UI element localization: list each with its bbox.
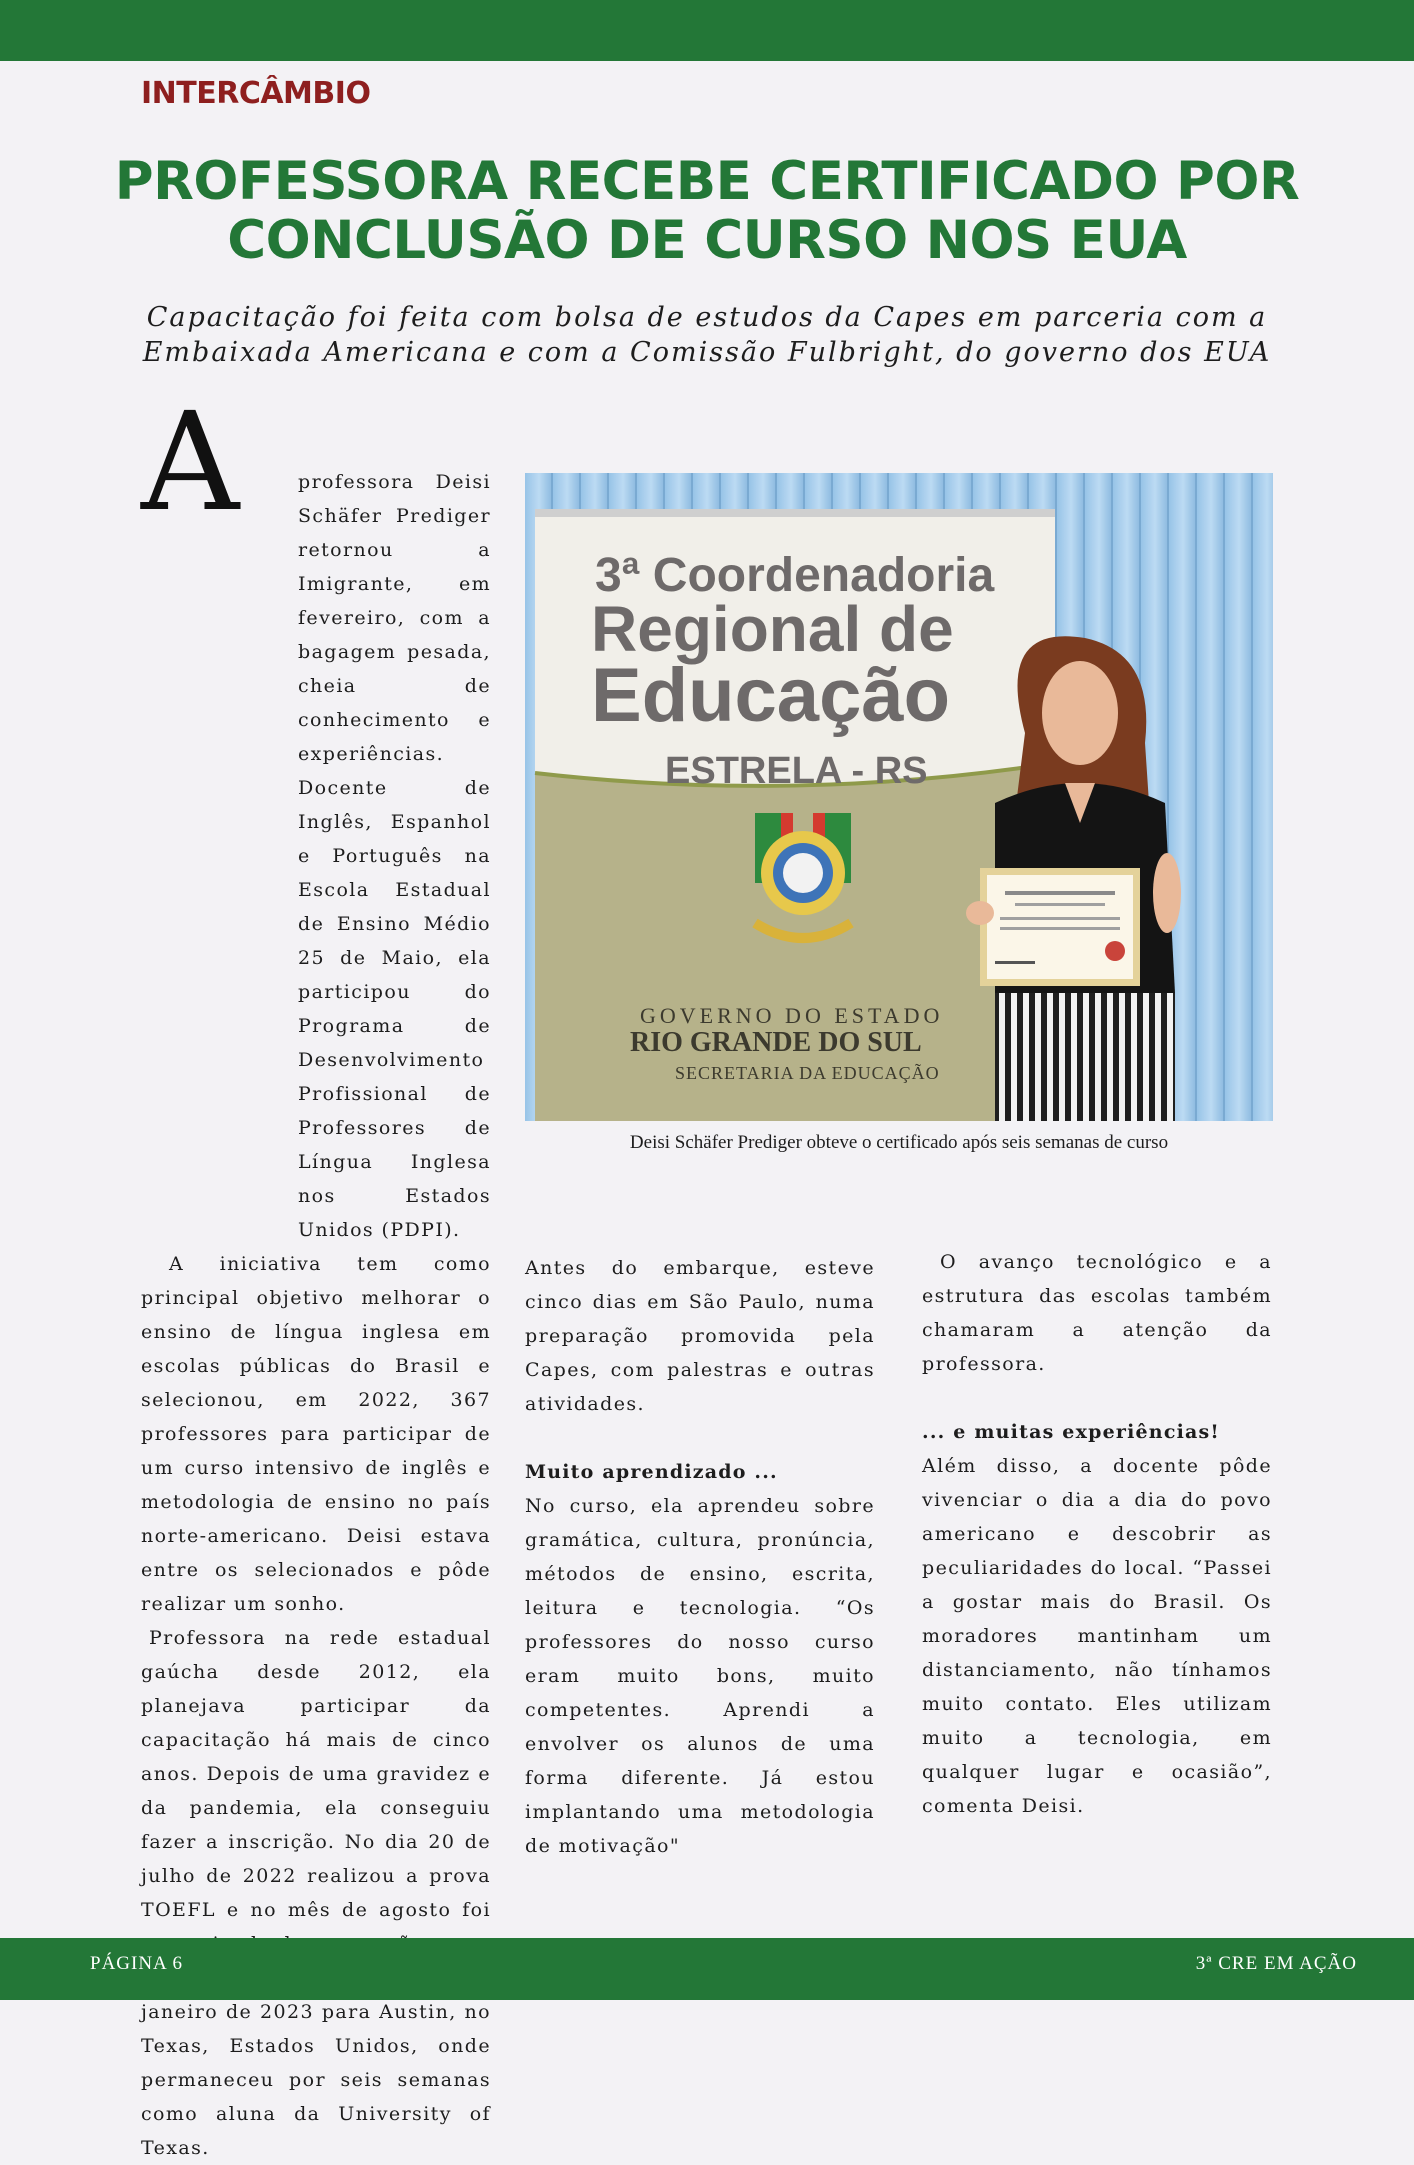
paragraph-4: janeiro de 2023 para Austin, no Texas, Estados Unidos, onde permaneceu por seis semanas como aluna da University of Texas. (141, 2001, 491, 2159)
top-bar (0, 0, 1414, 61)
banner-line-2: Regional de (591, 593, 954, 665)
page-number: PÁGINA 6 (90, 1953, 183, 1974)
banner-line-4: ESTRELA - RS (665, 750, 928, 792)
banner-line-5: GOVERNO DO ESTADO (640, 1003, 944, 1028)
article-photo (525, 473, 1273, 1121)
subheadline-line-1: Capacitação foi feita com bolsa de estudos da Capes em parceria com a (146, 302, 1268, 333)
banner-line-6: RIO GRANDE DO SUL (630, 1027, 922, 1058)
banner-line-3: Educação (591, 653, 951, 738)
banner-line-1: 3ª Coordenadoria (595, 549, 995, 602)
article-column-3 (922, 1245, 1272, 1823)
drop-cap: A (141, 384, 240, 542)
article-column-1 (141, 465, 491, 2165)
subheadline (100, 300, 1314, 370)
subtitle-muito-aprendizado: Muito aprendizado ... (525, 1461, 778, 1483)
publication-name: 3ª CRE EM AÇÃO (1195, 1953, 1357, 1974)
paragraph-2: A iniciativa tem como principal objetivo melhorar o ensino de língua inglesa em escolas públicas do Brasil e selecionou, em 2022, 367 professores para participar de um curso intensivo de inglês e metodologia de ensino no país norte-americano. Deisi estava entre os selecionados e pôde realizar um sonho. (141, 1253, 491, 1615)
headline-line-1: PROFESSORA RECEBE CERTIFICADO POR (114, 151, 1300, 212)
banner-line-7: SECRETARIA DA EDUCAÇÃO (675, 1063, 940, 1083)
subheadline-line-2: Embaixada Americana e com a Comissão Fulbright, do governo dos EUA (142, 337, 1272, 368)
certificate-icon (980, 868, 1140, 986)
article-column-2 (525, 1251, 875, 1863)
paragraph-3: Professora na rede estadual gaúcha desde 2012, ela planejava participar da capacitação há mais de cinco anos. Depois de uma gravidez e da pandemia, ela conseguiu fazer a inscrição. No dia 20 de julho de 2022 realizou a prova TOEFL e no mês de agosto foi (141, 1627, 491, 1921)
column-3-intro: O avanço tecnológico e a estrutura das escolas também chamaram a atenção da professora. (922, 1251, 1272, 1375)
section-label: INTERCÂMBIO (141, 76, 371, 111)
paragraph-1: professora Deisi Schäfer Prediger retornou a Imigrante, em fevereiro, com a bagagem pesada, cheia de conhecimento e experiências. Docente de Inglês, Espanhol e Português na Escola Estadual de Ensino Médio 25 de Maio, ela participou do Programa de Desenvolvimento Profissional de Professores de Língua Inglesa nos Estados Unidos (PDPI). (298, 471, 491, 1241)
photo-caption: Deisi Schäfer Prediger obteve o certificado após seis semanas de curso (629, 1132, 1169, 1153)
column-2-body: No curso, ela aprendeu sobre gramática, cultura, pronúncia, métodos de ensino, escrita, leitura e tecnologia. “Os professores do nosso curso eram muito bons, muito competentes. Aprendi a envolver os alunos de uma forma diferente. Já estou implantando uma metodologia de motivação" (525, 1495, 875, 1857)
column-3-body: Além disso, a docente pôde vivenciar o dia a dia do povo americano e descobrir as peculiaridades do local. “Passei a gostar mais do Brasil. Os moradores mantinham um distanciamento, não tínhamos muito contato. Eles utilizam muito a tecnologia, em qualquer lugar e ocasião”, comenta Deisi. (922, 1455, 1272, 1817)
headline (100, 152, 1314, 270)
headline-line-2: CONCLUSÃO DE CURSO NOS EUA (227, 210, 1187, 271)
column-2-intro: Antes do embarque, esteve cinco dias em São Paulo, numa preparação promovida pela Capes, com palestras e outras atividades. (525, 1257, 875, 1415)
subtitle-muitas-experiencias: ... e muitas experiências! (922, 1421, 1220, 1443)
